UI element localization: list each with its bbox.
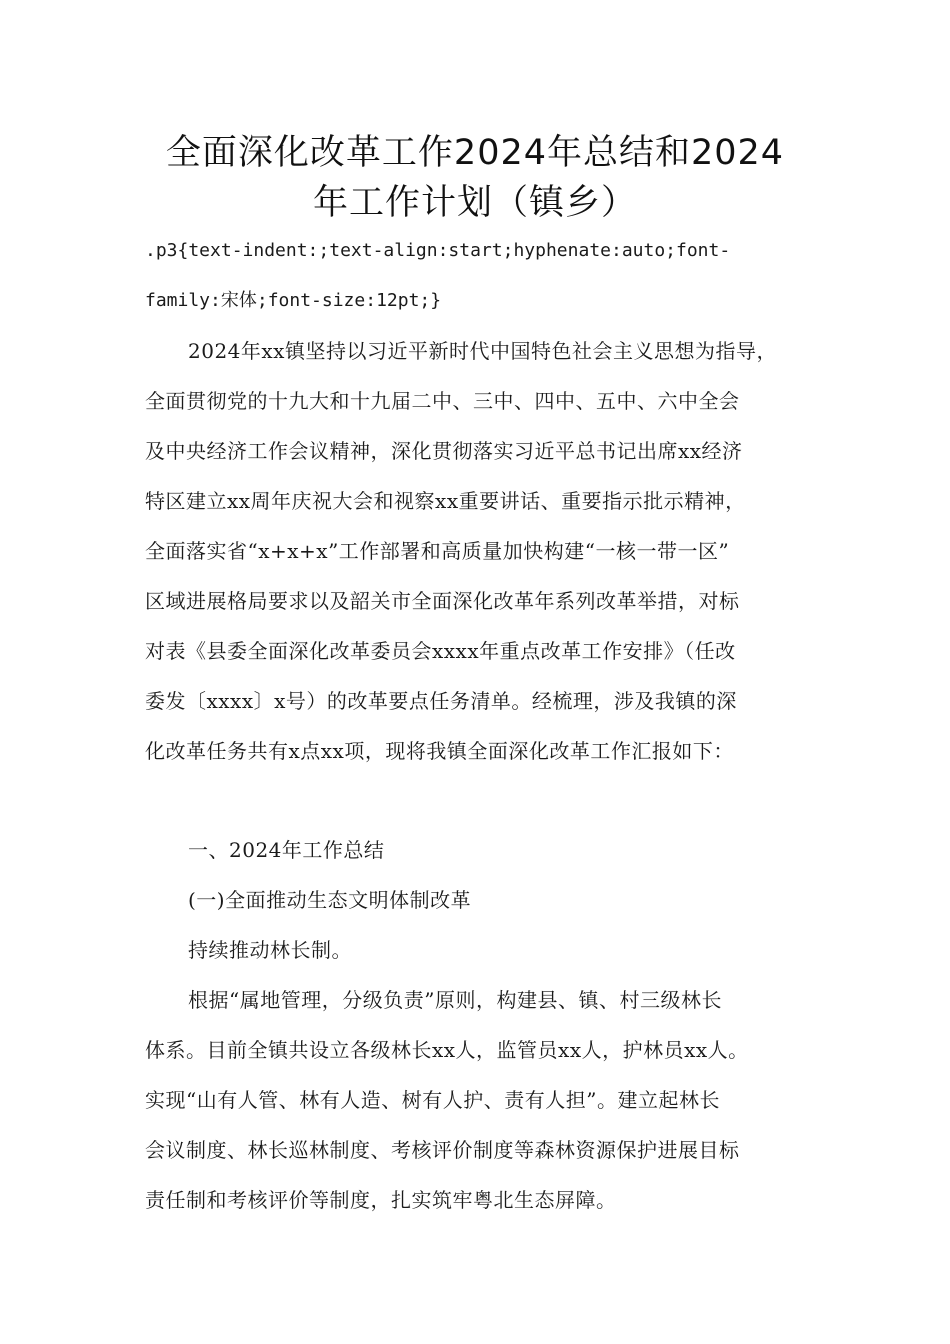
paragraph-1-line: 特区建立xx周年庆祝大会和视察xx重要讲话、重要指示批示精神，: [145, 489, 746, 513]
paragraph-1-line: 全面落实省“x+x+x”工作部署和高质量加快构建“一核一带一区”: [145, 539, 730, 563]
section-heading: 一、2024年工作总结: [188, 838, 385, 862]
paragraph-2-line: 根据“属地管理，分级负责”原则，构建县、镇、村三级林长: [188, 988, 722, 1012]
paragraph-1-line: 及中央经济工作会议精神，深化贯彻落实习近平总书记出席xx经济: [145, 439, 743, 463]
paragraph-2-line: 会议制度、林长巡林制度、考核评价制度等森林资源保护进展目标: [145, 1138, 740, 1162]
paragraph-1-line: 委发〔xxxx〕x号）的改革要点任务清单。经梳理，涉及我镇的深: [145, 689, 737, 713]
paragraph-1-line: 化改革任务共有x点xx项，现将我镇全面深化改革工作汇报如下：: [145, 739, 734, 763]
paragraph-1-line: 2024年xx镇坚持以习近平新时代中国特色社会主义思想为指导，: [188, 339, 777, 363]
document-title-line-2: 年工作计划（镇乡）: [312, 183, 637, 223]
css-residue-line-2: family:宋体;font-size:12pt;}: [145, 290, 442, 311]
paragraph-1-line: 对表《县委全面深化改革委员会xxxx年重点改革工作安排》（任改: [145, 639, 736, 663]
paragraph-2-line: 体系。目前全镇共设立各级林长xx人，监管员xx人，护林员xx人。: [145, 1038, 749, 1062]
paragraph-1-line: 区域进展格局要求以及韶关市全面深化改革年系列改革举措，对标: [145, 589, 740, 613]
document-title-line-1: 全面深化改革工作2024年总结和2024: [165, 133, 785, 173]
subsection-heading: (一)全面推动生态文明体制改革: [188, 888, 472, 912]
item-heading: 持续推动林长制。: [188, 938, 352, 962]
paragraph-2-line: 实现“山有人管、林有人造、树有人护、责有人担”。建立起林长: [145, 1088, 720, 1112]
paragraph-2-line: 责任制和考核评价等制度，扎实筑牢粤北生态屏障。: [145, 1188, 617, 1212]
css-residue-line-1: .p3{text-indent:;text-align:start;hyphenate:auto;font-: [145, 240, 731, 261]
paragraph-1-line: 全面贯彻党的十九大和十九届二中、三中、四中、五中、六中全会: [145, 389, 740, 413]
